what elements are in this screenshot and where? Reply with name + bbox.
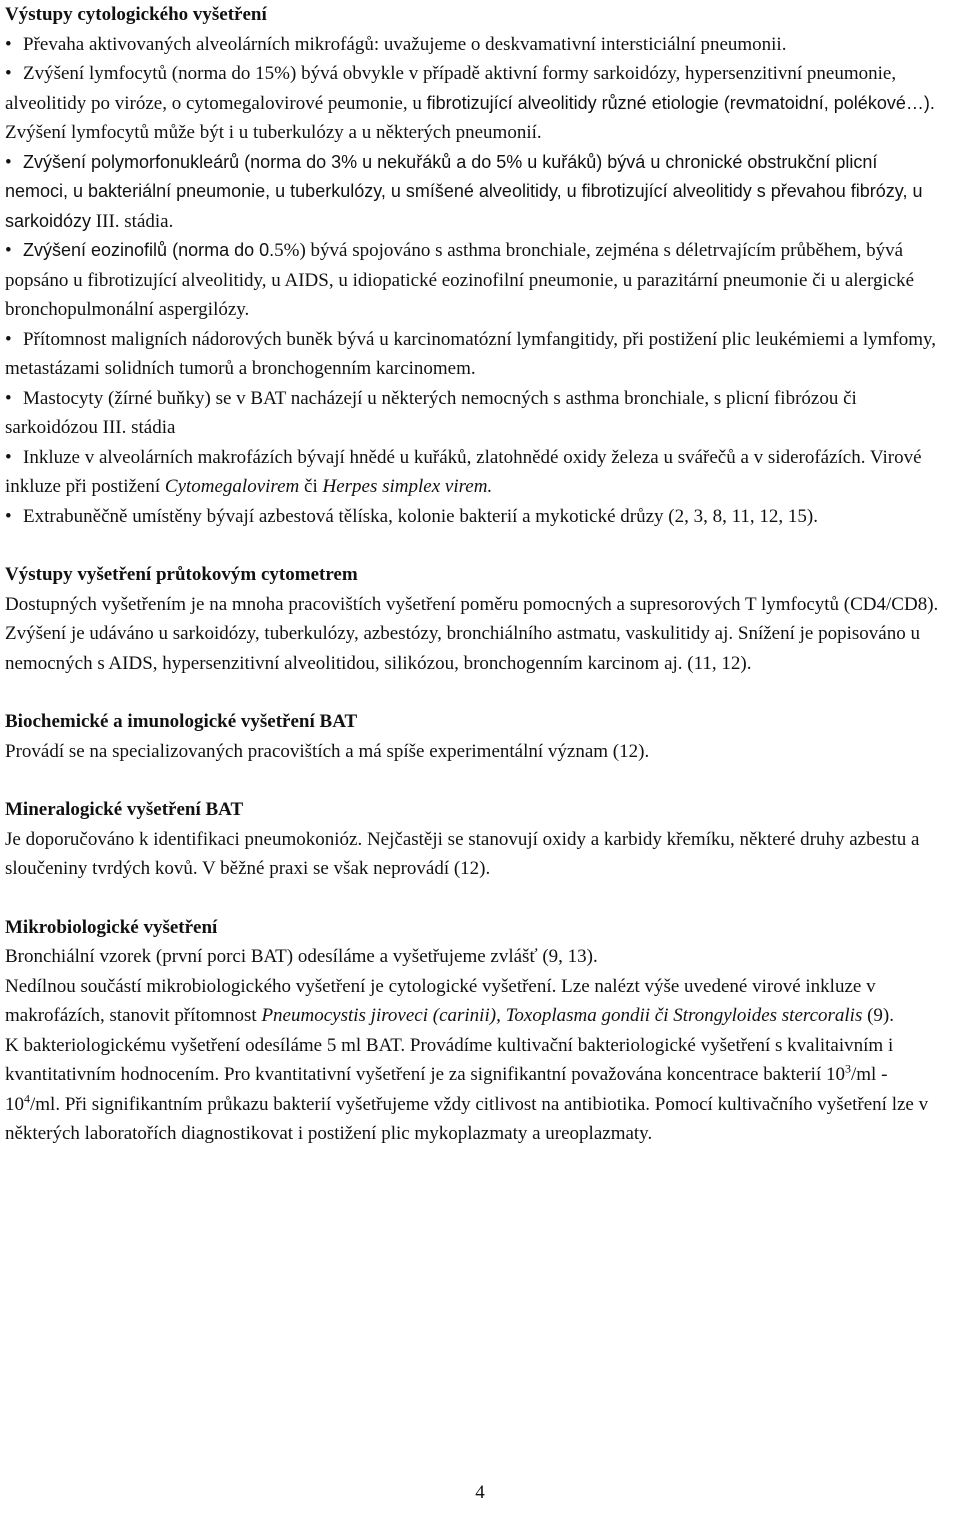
- section-heading-cytology: Výstupy cytologického vyšetření: [5, 4, 267, 25]
- list-item-text-sans: fibrotizující alveolitidy různé etiologie (revmatoidní, polékové…).: [426, 92, 935, 113]
- bullet-icon: [5, 325, 23, 355]
- list-item-text: Přítomnost maligních nádorových buněk bývá u karcinomatózní lymfangitidy, při postižení plic leukémiemi a lymfomy, metastázami solidních tumorů a bronchogenním karcinomem.: [5, 328, 937, 379]
- bullet-icon: [5, 384, 23, 414]
- superscript: 4: [24, 1091, 30, 1106]
- page-number: 4: [475, 1482, 485, 1503]
- paragraph: Provádí se na specializovaných pracovištích a má spíše experimentální význam (12).: [5, 740, 650, 762]
- italic-term: Cytomegalovirem: [164, 476, 300, 497]
- list-item: [5, 59, 945, 148]
- paragraph-text: /ml - 10: [5, 1064, 888, 1115]
- document-page: [5, 0, 945, 1149]
- paragraph-text: K bakteriologickému vyšetření odesíláme 5 ml BAT. Provádíme kultivační bakteriologické vyšetření s kvalitaivním i kvantitativním hodnocením. Pro kvantitativní vyšetření je za signifikantní považována koncentrace bakterií 10: [5, 1034, 894, 1085]
- bullet-icon: [5, 502, 23, 532]
- list-item-text: Zvýšení lymfocytů může být i u tuberkulózy a u některých pneumonií.: [5, 122, 542, 143]
- bullet-icon: [5, 30, 23, 60]
- paragraph: Je doporučováno k identifikaci pneumokonióz. Nejčastěji se stanovují oxidy a karbidy křemíku, některé druhy azbestu a sloučeniny tvrdých kovů. V běžné praxi se však neprovádí (12).: [5, 828, 920, 879]
- section-heading-mineralogical: Mineralogické vyšetření BAT: [5, 799, 244, 820]
- list-item: [5, 502, 945, 532]
- list-item-text: 5%) bývá spojováno s asthma bronchiale, zejména s déletrvajícím průběhem, bývá popsáno u fibrotizující alveolitidy, u AIDS, u idiopatické eozinofilní pneumonie, u parazitární pneumonie či u alergické bronchopulmonální aspergilózy.: [5, 240, 915, 320]
- cytology-findings-list: [5, 30, 945, 532]
- paragraph-text: /ml. Při signifikantním průkazu bakterií vyšetřujeme vždy citlivost na antibiotika. Pomocí kultivačního vyšetření lze v některých laboratořích diagnostikovat i postižení plic mykoplazmaty a ureoplazmaty.: [5, 1093, 929, 1144]
- list-item-text-sans: Zvýšení polymorfonukleárů (norma do 3% u nekuřáků a do 5% u kuřáků) bývá u chronické obstrukční plicní nemoci, u bakteriální pneumonie, u tuberkulózy, u smíšené alveolitidy, u fibrotizující alveolitidy s převahou fibrózy, u sarkoidózy: [5, 151, 923, 231]
- bullet-icon: [5, 148, 23, 178]
- paragraph: Bronchiální vzorek (první porci BAT) odesíláme a vyšetřujeme zvlášť (9, 13).: [5, 946, 598, 967]
- list-item: [5, 443, 945, 502]
- paragraph-text: (9).: [862, 1005, 895, 1026]
- paragraph: [5, 972, 945, 1031]
- list-item-text: Zvýšení lymfocytů (norma do 15%) bývá obvykle v případě aktivní formy sarkoidózy, hypersenzitivní pneumonie, alveolitidy po viróze, o cytomegalovirové peumonie, u: [5, 63, 897, 114]
- list-item-text: Mastocyty (žírné buňky) se v BAT nacházejí u některých nemocných s asthma bronchiale, s plicní fibrózou či sarkoidózou III. stádia: [5, 387, 857, 438]
- italic-term: Herpes simplex virem.: [322, 476, 493, 497]
- list-item: [5, 148, 945, 237]
- section-heading-flow-cytometry: Výstupy vyšetření průtokovým cytometrem: [5, 564, 358, 585]
- paragraph: [5, 1031, 945, 1149]
- paragraph: Dostupných vyšetřením je na mnoha pracovištích vyšetření poměru pomocných a supresorových T lymfocytů (CD4/CD8). Zvýšení je udáváno u sarkoidózy, tuberkulózy, azbestózy, bronchiálního astmatu, vaskulitidy aj. Snížení je popisováno u nemocných s AIDS, hypersenzitivní alveolitidou, silikózou, bronchogenním karcinom aj. (11, 12).: [5, 593, 939, 674]
- bullet-icon: [5, 59, 23, 89]
- list-item: [5, 325, 945, 384]
- list-item-text-sans: Zvýšení eozinofilů (norma do 0.: [23, 240, 275, 260]
- list-item-text: či: [299, 476, 323, 497]
- list-item-text: Inkluze v alveolárních makrofázích bývají hnědé u kuřáků, zlatohnědé oxidy železa u svářečů a v siderofázích. Virové inkluze při postižení: [5, 446, 922, 497]
- list-item: [5, 384, 945, 443]
- list-item-text: Extrabuněčně umístěny bývají azbestová tělíska, kolonie bakterií a mykotické drůzy (2, 3, 8, 11, 12, 15).: [23, 505, 818, 527]
- paragraph-text: Nedílnou součástí mikrobiologického vyšetření je cytologické vyšetření. Lze nalézt výše uvedené virové inkluze v makrofázích, stanovit přítomnost: [5, 975, 876, 1026]
- bullet-icon: [5, 443, 23, 473]
- superscript: 3: [844, 1061, 851, 1076]
- bullet-icon: [5, 236, 23, 266]
- italic-term: Pneumocystis jiroveci (carinii), Toxoplasma gondii či Strongyloides stercoralis: [261, 1005, 863, 1026]
- list-item-text: Převaha aktivovaných alveolárních mikrofágů: uvažujeme o deskvamativní intersticiální pneumonii.: [23, 33, 787, 55]
- list-item-text: III. stádia.: [91, 210, 174, 232]
- section-heading-microbiological: Mikrobiologické vyšetření: [5, 916, 218, 938]
- list-item: [5, 30, 945, 60]
- section-heading-biochemical: Biochemické a imunologické vyšetření BAT: [5, 711, 358, 732]
- list-item: [5, 236, 945, 325]
